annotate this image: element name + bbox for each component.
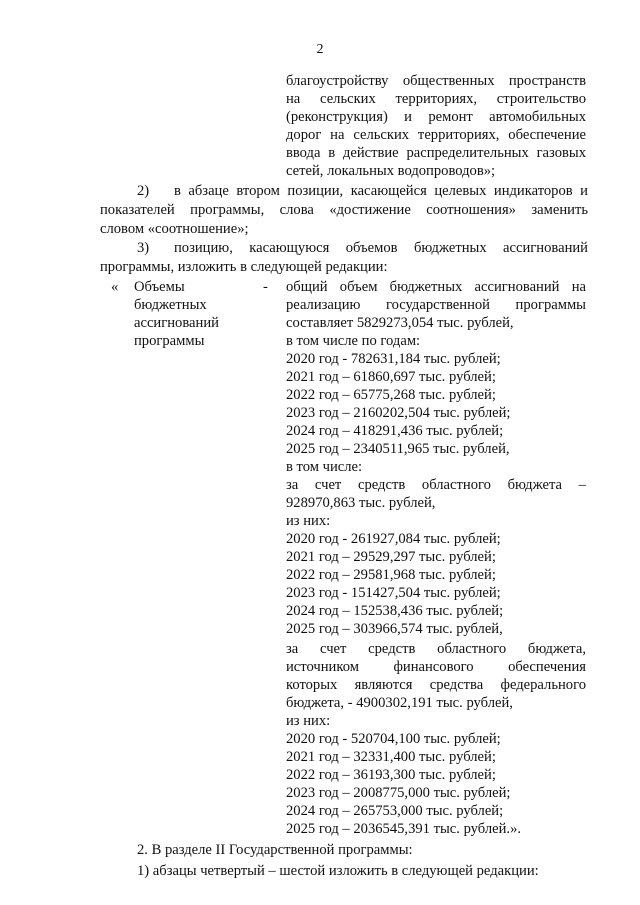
top-line-6: сетей, локальных водопроводов»; — [286, 163, 496, 179]
value-line-26: 2020 год - 520704,100 тыс. рублей; — [286, 731, 501, 747]
value-line-16: 2021 год – 29529,297 тыс. рублей; — [286, 549, 496, 565]
label-line-2: бюджетных — [134, 297, 207, 313]
value-line-22: источником финансового обеспечения — [286, 659, 586, 675]
para3-line-1: позицию, касающуюся объемов бюджетных ассигнований — [174, 240, 588, 256]
top-line-5: ввода в действие распределительных газовых — [286, 145, 586, 161]
value-line-12: за счет средств областного бюджета – — [286, 477, 586, 493]
value-line-18: 2023 год - 151427,504 тыс. рублей; — [286, 585, 501, 601]
para2-line-2: показателей программы, слова «достижение соотношения» заменить — [100, 202, 588, 218]
para3-number: 3) — [137, 240, 150, 256]
para3-line-2: программы, изложить в следующей редакции: — [100, 259, 388, 275]
value-line-14: из них: — [286, 513, 331, 529]
para2-line-1: в абзаце втором позиции, касающейся целевых индикаторов и — [174, 183, 588, 199]
value-line-4: в том числе по годам: — [286, 333, 421, 349]
top-line-1: благоустройству общественных пространств — [286, 73, 586, 89]
label-line-3: ассигнований — [134, 315, 219, 331]
value-line-3: составляет 5829273,054 тыс. рублей, — [286, 315, 514, 331]
top-line-3: (реконструкция) и ремонт автомобильных — [286, 109, 586, 125]
value-line-30: 2024 год – 265753,000 тыс. рублей; — [286, 803, 504, 819]
value-line-24: бюджета, - 4900302,191 тыс. рублей, — [286, 695, 513, 711]
value-line-11: в том числе: — [286, 459, 363, 475]
label-line-4: программы — [134, 333, 205, 349]
section2-heading: 2. В разделе II Государственной программы: — [137, 842, 413, 858]
value-line-19: 2024 год – 152538,436 тыс. рублей; — [286, 603, 504, 619]
para2-line-3: словом «соотношение»; — [100, 221, 249, 237]
value-line-10: 2025 год – 2340511,965 тыс. рублей, — [286, 441, 510, 457]
value-line-7: 2022 год – 65775,268 тыс. рублей; — [286, 387, 496, 403]
value-line-31: 2025 год – 2036545,391 тыс. рублей.». — [286, 821, 522, 837]
value-line-23: которых являются средства федерального — [286, 677, 586, 693]
value-line-2: реализацию государственной программы — [286, 297, 586, 313]
label-line-1: Объемы — [134, 279, 185, 295]
value-line-5: 2020 год - 782631,184 тыс. рублей; — [286, 351, 501, 367]
page-number: 2 — [316, 42, 324, 57]
top-line-2: на сельских территориях, строительство — [286, 91, 586, 107]
top-line-4: дорог на сельских территориях, обеспечение — [286, 127, 586, 143]
value-line-1: общий объем бюджетных ассигнований на — [286, 279, 586, 295]
value-line-29: 2023 год – 2008775,000 тыс. рублей; — [286, 785, 511, 801]
para2-number: 2) — [137, 183, 150, 199]
value-line-27: 2021 год – 32331,400 тыс. рублей; — [286, 749, 496, 765]
label-dash: - — [263, 279, 268, 295]
value-line-13: 928970,863 тыс. рублей, — [286, 495, 436, 511]
value-line-8: 2023 год – 2160202,504 тыс. рублей; — [286, 405, 511, 421]
value-line-25: из них: — [286, 713, 331, 729]
open-quote: « — [111, 279, 119, 295]
value-line-17: 2022 год – 29581,968 тыс. рублей; — [286, 567, 496, 583]
section2-item-1: 1) абзацы четвертый – шестой изложить в следующей редакции: — [137, 863, 539, 879]
value-line-20: 2025 год – 303966,574 тыс. рублей, — [286, 621, 503, 637]
value-line-6: 2021 год – 61860,697 тыс. рублей; — [286, 369, 496, 385]
value-line-9: 2024 год – 418291,436 тыс. рублей; — [286, 423, 504, 439]
value-line-15: 2020 год - 261927,084 тыс. рублей; — [286, 531, 501, 547]
value-line-28: 2022 год – 36193,300 тыс. рублей; — [286, 767, 496, 783]
value-line-21: за счет средств областного бюджета, — [286, 641, 586, 657]
